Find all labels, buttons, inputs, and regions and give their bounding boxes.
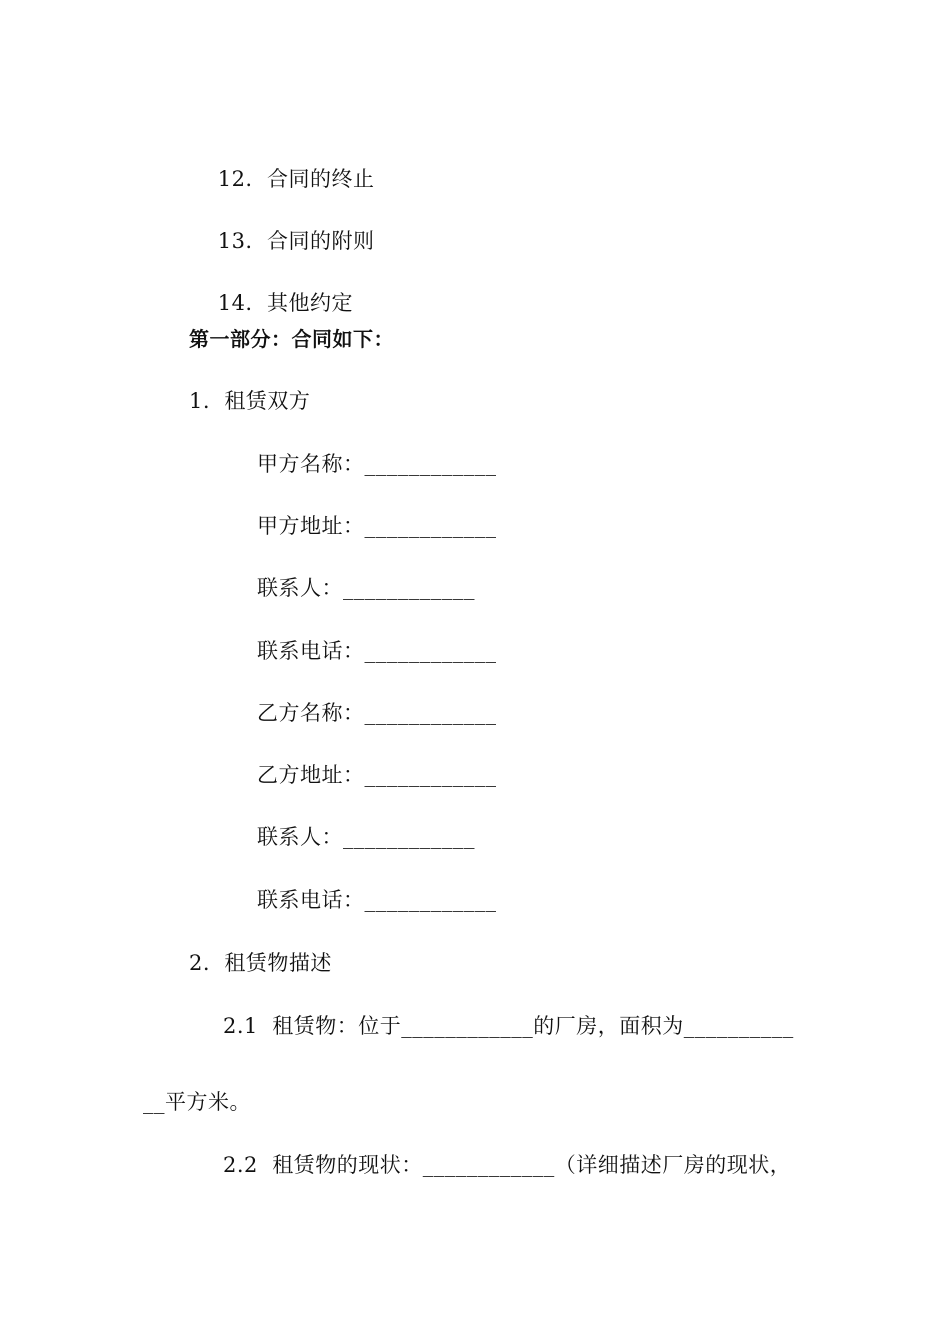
toc-number: 14. bbox=[217, 291, 253, 315]
toc-number: 13. bbox=[217, 229, 253, 253]
item-2-1-line1: 2.1 租赁物：位于____________的厂房，面积为__________ bbox=[223, 1014, 794, 1038]
party-b-contact-field: 联系人：____________ bbox=[257, 825, 475, 849]
party-b-phone-field: 联系电话：____________ bbox=[257, 888, 497, 912]
section-1-heading: 1. 租赁双方 bbox=[189, 389, 311, 413]
party-a-address-field: 甲方地址：____________ bbox=[257, 514, 497, 538]
party-a-contact-field: 联系人：____________ bbox=[257, 576, 475, 600]
item-2-1-line2: __平方米。 bbox=[143, 1090, 251, 1114]
toc-title: 其他约定 bbox=[266, 291, 353, 315]
item-2-2-line1: 2.2 租赁物的现状：____________（详细描述厂房的现状， bbox=[223, 1153, 792, 1177]
toc-number: 12. bbox=[217, 167, 253, 191]
toc-title: 合同的终止 bbox=[266, 167, 375, 191]
party-a-name-field: 甲方名称：____________ bbox=[257, 452, 497, 476]
party-a-phone-field: 联系电话：____________ bbox=[257, 639, 497, 663]
part-heading: 第一部分：合同如下： bbox=[189, 327, 394, 351]
party-b-address-field: 乙方地址：____________ bbox=[257, 763, 497, 787]
party-b-name-field: 乙方名称：____________ bbox=[257, 701, 497, 725]
toc-title: 合同的附则 bbox=[266, 229, 375, 253]
section-2-heading: 2. 租赁物描述 bbox=[189, 951, 332, 975]
